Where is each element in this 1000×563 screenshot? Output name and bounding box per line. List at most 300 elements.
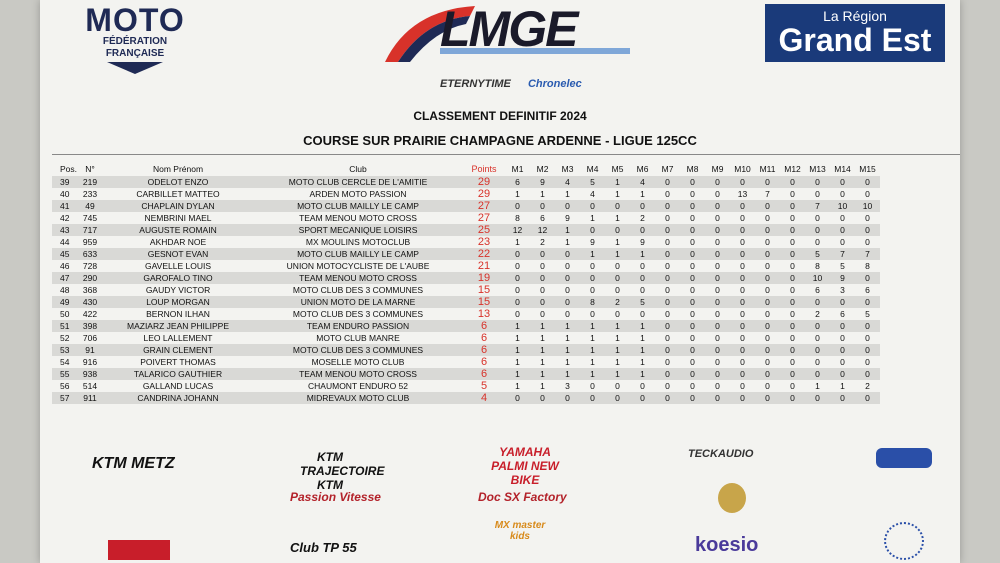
- cell-number: 938: [77, 368, 103, 380]
- cell-m5: 0: [605, 308, 630, 320]
- lmge-logo-text: LMGE: [440, 1, 577, 57]
- cell-m3: 1: [555, 332, 580, 344]
- cell-m15: 10: [855, 200, 880, 212]
- cell-m8: 0: [680, 344, 705, 356]
- cell-m13: 8: [805, 260, 830, 272]
- sponsor-jt-motors-icon: [108, 540, 170, 560]
- cell-m14: 0: [830, 368, 855, 380]
- cell-m4: 0: [580, 392, 605, 404]
- cell-m13: 0: [805, 236, 830, 248]
- col-header-m12: M12: [784, 164, 801, 174]
- cell-m8: 0: [680, 272, 705, 284]
- cell-name: LEO LALLEMENT: [103, 332, 253, 344]
- cell-points: 5: [463, 380, 505, 392]
- col-header-m3: M3: [561, 164, 574, 174]
- cell-m11: 7: [755, 188, 780, 200]
- cell-pos: 40: [52, 188, 77, 200]
- cell-m5: 0: [605, 392, 630, 404]
- cell-m10: 0: [730, 200, 755, 212]
- col-header-m15: M15: [859, 164, 876, 174]
- cell-m12: 0: [780, 332, 805, 344]
- region-grand-est-logo: [765, 4, 945, 62]
- cell-m6: 0: [630, 224, 655, 236]
- cell-m5: 1: [605, 236, 630, 248]
- cell-m3: 0: [555, 248, 580, 260]
- cell-m14: 0: [830, 212, 855, 224]
- ffm-logo-line3: FRANÇAISE: [105, 48, 165, 59]
- col-header-m5: M5: [611, 164, 624, 174]
- cell-pos: 41: [52, 200, 77, 212]
- table-row: [52, 176, 880, 188]
- cell-pos: 50: [52, 308, 77, 320]
- cell-m4: 1: [580, 212, 605, 224]
- cell-m14: 6: [830, 308, 855, 320]
- cell-m6: 0: [630, 380, 655, 392]
- cell-m4: 1: [580, 368, 605, 380]
- ffm-logo: [70, 4, 200, 74]
- cell-m1: 1: [505, 320, 530, 332]
- cell-pos: 55: [52, 368, 77, 380]
- cell-m5: 0: [605, 380, 630, 392]
- cell-pos: 42: [52, 212, 77, 224]
- cell-number: 49: [77, 200, 103, 212]
- cell-m4: 1: [580, 356, 605, 368]
- cell-m2: 0: [530, 392, 555, 404]
- cell-m7: 0: [655, 188, 680, 200]
- cell-m15: 7: [855, 248, 880, 260]
- cell-number: 422: [77, 308, 103, 320]
- cell-m3: 0: [555, 392, 580, 404]
- cell-name: GESNOT EVAN: [103, 248, 253, 260]
- cell-m13: 0: [805, 320, 830, 332]
- cell-m3: 1: [555, 320, 580, 332]
- table-row: [52, 368, 880, 380]
- cell-pos: 53: [52, 344, 77, 356]
- cell-m8: 0: [680, 176, 705, 188]
- cell-pos: 46: [52, 260, 77, 272]
- cell-name: BERNON ILHAN: [103, 308, 253, 320]
- col-header-m4: M4: [586, 164, 599, 174]
- cell-m11: 0: [755, 332, 780, 344]
- cell-m2: 0: [530, 296, 555, 308]
- cell-m13: 0: [805, 224, 830, 236]
- cell-m4: 5: [580, 176, 605, 188]
- cell-m11: 0: [755, 272, 780, 284]
- page-subtitle: COURSE SUR PRAIRIE CHAMPAGNE ARDENNE - LIGUE 125CC: [303, 133, 697, 148]
- cell-number: 916: [77, 356, 103, 368]
- cell-m6: 0: [630, 308, 655, 320]
- cell-m13: 0: [805, 332, 830, 344]
- cell-m2: 2: [530, 236, 555, 248]
- cell-m4: 1: [580, 320, 605, 332]
- cell-pos: 48: [52, 284, 77, 296]
- cell-m6: 2: [630, 212, 655, 224]
- cell-m1: 1: [505, 356, 530, 368]
- col-header-m13: M13: [809, 164, 826, 174]
- cell-m13: 0: [805, 212, 830, 224]
- sponsor-ktm-metz: KTM METZ: [92, 455, 175, 472]
- cell-m12: 0: [780, 356, 805, 368]
- cell-m14: 1: [830, 380, 855, 392]
- timing-sponsors: [440, 78, 596, 90]
- cell-club: ARDEN MOTO PASSION: [253, 188, 463, 200]
- cell-m11: 0: [755, 236, 780, 248]
- cell-club: MOTO CLUB CERCLE DE L'AMITIE: [253, 176, 463, 188]
- cell-m15: 0: [855, 356, 880, 368]
- cell-points: 15: [463, 296, 505, 308]
- cell-m14: 0: [830, 236, 855, 248]
- cell-points: 6: [463, 344, 505, 356]
- cell-pos: 56: [52, 380, 77, 392]
- cell-m5: 1: [605, 188, 630, 200]
- cell-m15: 8: [855, 260, 880, 272]
- cell-m2: 0: [530, 260, 555, 272]
- cell-m6: 0: [630, 272, 655, 284]
- cell-m14: 0: [830, 332, 855, 344]
- cell-m3: 1: [555, 188, 580, 200]
- cell-m7: 0: [655, 320, 680, 332]
- cell-m10: 0: [730, 380, 755, 392]
- cell-m4: 0: [580, 308, 605, 320]
- cell-m1: 1: [505, 380, 530, 392]
- cell-m4: 0: [580, 224, 605, 236]
- cell-m6: 1: [630, 320, 655, 332]
- table-row: [52, 248, 880, 260]
- cell-club: MOTO CLUB DES 3 COMMUNES: [253, 344, 463, 356]
- cell-m7: 0: [655, 284, 680, 296]
- cell-number: 91: [77, 344, 103, 356]
- cell-m4: 0: [580, 284, 605, 296]
- cell-m8: 0: [680, 368, 705, 380]
- cell-number: 911: [77, 392, 103, 404]
- cell-m11: 0: [755, 284, 780, 296]
- cell-club: MOTO CLUB MANRE: [253, 332, 463, 344]
- title-divider: [52, 154, 960, 155]
- cell-m11: 0: [755, 368, 780, 380]
- cell-m13: 0: [805, 368, 830, 380]
- col-header-name: Nom Prénom: [152, 164, 204, 174]
- cell-m14: 0: [830, 188, 855, 200]
- cell-club: UNION MOTOCYCLISTE DE L'AUBE: [253, 260, 463, 272]
- cell-points: 27: [463, 200, 505, 212]
- cell-m8: 0: [680, 248, 705, 260]
- cell-pos: 43: [52, 224, 77, 236]
- cell-m2: 1: [530, 356, 555, 368]
- cell-m9: 0: [705, 392, 730, 404]
- cell-m1: 0: [505, 272, 530, 284]
- cell-m4: 1: [580, 344, 605, 356]
- cell-number: 233: [77, 188, 103, 200]
- table-row: [52, 356, 880, 368]
- sponsor-crest-icon: [718, 483, 746, 513]
- table-header-row: [52, 162, 880, 176]
- cell-m11: 0: [755, 308, 780, 320]
- sponsor-blue-badge-icon: [876, 448, 932, 468]
- cell-m7: 0: [655, 308, 680, 320]
- col-header-m7: M7: [661, 164, 674, 174]
- cell-name: POIVERT THOMAS: [103, 356, 253, 368]
- cell-m15: 0: [855, 368, 880, 380]
- cell-name: MAZIARZ JEAN PHILIPPE: [103, 320, 253, 332]
- table-row: [52, 236, 880, 248]
- cell-m12: 0: [780, 188, 805, 200]
- cell-m5: 1: [605, 356, 630, 368]
- cell-m11: 0: [755, 260, 780, 272]
- cell-m12: 0: [780, 200, 805, 212]
- cell-m12: 0: [780, 260, 805, 272]
- cell-name: AKHDAR NOE: [103, 236, 253, 248]
- cell-name: TALARICO GAUTHIER: [103, 368, 253, 380]
- cell-m5: 0: [605, 272, 630, 284]
- cell-m11: 0: [755, 296, 780, 308]
- cell-m14: 0: [830, 296, 855, 308]
- cell-number: 368: [77, 284, 103, 296]
- cell-m14: 0: [830, 356, 855, 368]
- sponsor-doc-sx: Doc SX Factory: [478, 490, 567, 504]
- cell-m3: 4: [555, 176, 580, 188]
- cell-pos: 49: [52, 296, 77, 308]
- cell-m5: 1: [605, 320, 630, 332]
- cell-club: MOTO CLUB DES 3 COMMUNES: [253, 308, 463, 320]
- page-title: CLASSEMENT DEFINITIF 2024: [413, 109, 587, 123]
- sponsor-mx-master-kids: MX master kids: [494, 520, 546, 542]
- cell-m14: 3: [830, 284, 855, 296]
- cell-m1: 6: [505, 176, 530, 188]
- cell-m3: 1: [555, 344, 580, 356]
- cell-m14: 5: [830, 260, 855, 272]
- cell-points: 22: [463, 248, 505, 260]
- cell-m9: 0: [705, 272, 730, 284]
- cell-pos: 47: [52, 272, 77, 284]
- cell-points: 19: [463, 272, 505, 284]
- cell-number: 219: [77, 176, 103, 188]
- cell-m12: 0: [780, 236, 805, 248]
- cell-m13: 5: [805, 248, 830, 260]
- cell-m7: 0: [655, 224, 680, 236]
- cell-m1: 0: [505, 260, 530, 272]
- results-table: [52, 162, 880, 404]
- cell-name: GAVELLE LOUIS: [103, 260, 253, 272]
- cell-m5: 1: [605, 248, 630, 260]
- table-row: [52, 332, 880, 344]
- cell-number: 430: [77, 296, 103, 308]
- cell-m9: 0: [705, 344, 730, 356]
- cell-m7: 0: [655, 260, 680, 272]
- sponsor-ktm-trajectoire: KTM TRAJECTOIRE KTM: [300, 450, 385, 492]
- cell-club: MOTO CLUB MAILLY LE CAMP: [253, 200, 463, 212]
- region-logo-line2: Grand Est: [778, 22, 932, 58]
- cell-m2: 6: [530, 212, 555, 224]
- cell-m10: 0: [730, 392, 755, 404]
- cell-pos: 44: [52, 236, 77, 248]
- cell-m9: 0: [705, 356, 730, 368]
- cell-m2: 1: [530, 188, 555, 200]
- cell-m13: 0: [805, 392, 830, 404]
- cell-club: MIDREVAUX MOTO CLUB: [253, 392, 463, 404]
- cell-m11: 0: [755, 176, 780, 188]
- cell-m10: 0: [730, 332, 755, 344]
- cell-m1: 12: [505, 224, 530, 236]
- cell-m5: 1: [605, 176, 630, 188]
- table-row: [52, 260, 880, 272]
- table-row: [52, 308, 880, 320]
- col-header-m11: M11: [759, 164, 776, 174]
- cell-m15: 0: [855, 212, 880, 224]
- cell-m1: 1: [505, 368, 530, 380]
- cell-m3: 1: [555, 236, 580, 248]
- sponsor-koesio: koesio: [695, 534, 759, 556]
- cell-m13: 0: [805, 188, 830, 200]
- cell-number: 633: [77, 248, 103, 260]
- cell-m6: 9: [630, 236, 655, 248]
- ffm-logo-line2: FÉDÉRATION: [102, 36, 168, 47]
- cell-points: 27: [463, 212, 505, 224]
- cell-m13: 2: [805, 308, 830, 320]
- cell-m11: 0: [755, 380, 780, 392]
- cell-m15: 0: [855, 320, 880, 332]
- cell-m8: 0: [680, 392, 705, 404]
- cell-name: GRAIN CLEMENT: [103, 344, 253, 356]
- cell-m14: 10: [830, 200, 855, 212]
- cell-m5: 0: [605, 224, 630, 236]
- cell-m12: 0: [780, 224, 805, 236]
- table-row: [52, 392, 880, 404]
- cell-m15: 0: [855, 296, 880, 308]
- cell-m1: 0: [505, 200, 530, 212]
- cell-m4: 1: [580, 332, 605, 344]
- cell-m13: 7: [805, 200, 830, 212]
- cell-m2: 0: [530, 272, 555, 284]
- cell-m6: 5: [630, 296, 655, 308]
- cell-m4: 8: [580, 296, 605, 308]
- cell-points: 6: [463, 332, 505, 344]
- cell-points: 29: [463, 176, 505, 188]
- col-header-m2: M2: [536, 164, 549, 174]
- cell-m8: 0: [680, 284, 705, 296]
- cell-m14: 0: [830, 344, 855, 356]
- cell-club: TEAM MENOU MOTO CROSS: [253, 272, 463, 284]
- cell-m8: 0: [680, 200, 705, 212]
- cell-m7: 0: [655, 248, 680, 260]
- cell-m10: 0: [730, 236, 755, 248]
- cell-club: MOSELLE MOTO CLUB: [253, 356, 463, 368]
- cell-m10: 0: [730, 284, 755, 296]
- cell-m2: 1: [530, 368, 555, 380]
- cell-number: 717: [77, 224, 103, 236]
- cell-m10: 0: [730, 296, 755, 308]
- cell-m9: 0: [705, 320, 730, 332]
- cell-m3: 0: [555, 296, 580, 308]
- cell-m11: 0: [755, 200, 780, 212]
- cell-m14: 0: [830, 224, 855, 236]
- cell-m5: 2: [605, 296, 630, 308]
- col-header-m6: M6: [636, 164, 649, 174]
- cell-m15: 5: [855, 308, 880, 320]
- cell-m15: 0: [855, 188, 880, 200]
- cell-m10: 0: [730, 368, 755, 380]
- cell-m14: 0: [830, 176, 855, 188]
- cell-m8: 0: [680, 188, 705, 200]
- cell-m8: 0: [680, 320, 705, 332]
- cell-m15: 0: [855, 344, 880, 356]
- cell-m11: 0: [755, 320, 780, 332]
- cell-m9: 0: [705, 380, 730, 392]
- col-header-pos: Pos.: [60, 164, 78, 174]
- cell-m1: 0: [505, 284, 530, 296]
- cell-number: 398: [77, 320, 103, 332]
- cell-m6: 1: [630, 356, 655, 368]
- cell-m7: 0: [655, 344, 680, 356]
- table-row: [52, 344, 880, 356]
- cell-name: CARBILLET MATTEO: [103, 188, 253, 200]
- cell-m11: 0: [755, 356, 780, 368]
- cell-pos: 57: [52, 392, 77, 404]
- region-logo-line1: La Région: [823, 8, 887, 24]
- cell-m11: 0: [755, 392, 780, 404]
- cell-m6: 1: [630, 332, 655, 344]
- cell-m12: 0: [780, 212, 805, 224]
- cell-m4: 0: [580, 380, 605, 392]
- cell-m15: 0: [855, 272, 880, 284]
- cell-m4: 0: [580, 272, 605, 284]
- cell-m2: 9: [530, 176, 555, 188]
- cell-m10: 0: [730, 224, 755, 236]
- cell-m2: 0: [530, 248, 555, 260]
- cell-m2: 1: [530, 344, 555, 356]
- results-body: [52, 176, 880, 404]
- col-header-number: N°: [85, 164, 95, 174]
- cell-m15: 2: [855, 380, 880, 392]
- cell-m8: 0: [680, 380, 705, 392]
- cell-m11: 0: [755, 224, 780, 236]
- cell-m2: 12: [530, 224, 555, 236]
- eternytime-logo: ETERNYTIME: [440, 78, 511, 90]
- cell-m8: 0: [680, 308, 705, 320]
- cell-m13: 10: [805, 272, 830, 284]
- cell-m5: 0: [605, 200, 630, 212]
- col-header-m10: M10: [734, 164, 751, 174]
- col-header-points: Points: [471, 164, 497, 174]
- cell-m12: 0: [780, 284, 805, 296]
- cell-m7: 0: [655, 200, 680, 212]
- cell-m12: 0: [780, 368, 805, 380]
- cell-points: 13: [463, 308, 505, 320]
- cell-points: 6: [463, 356, 505, 368]
- cell-m7: 0: [655, 212, 680, 224]
- cell-name: GAROFALO TINO: [103, 272, 253, 284]
- cell-m1: 0: [505, 296, 530, 308]
- cell-m2: 0: [530, 284, 555, 296]
- cell-m5: 0: [605, 284, 630, 296]
- cell-m9: 0: [705, 224, 730, 236]
- cell-m7: 0: [655, 176, 680, 188]
- table-row: [52, 284, 880, 296]
- col-header-m9: M9: [711, 164, 724, 174]
- cell-m1: 0: [505, 248, 530, 260]
- cell-m4: 0: [580, 200, 605, 212]
- cell-m12: 0: [780, 308, 805, 320]
- cell-name: GALLAND LUCAS: [103, 380, 253, 392]
- cell-m10: 0: [730, 272, 755, 284]
- cell-m12: 0: [780, 320, 805, 332]
- cell-m14: 9: [830, 272, 855, 284]
- cell-pos: 54: [52, 356, 77, 368]
- cell-points: 25: [463, 224, 505, 236]
- sponsor-yamaha: YAMAHA PALMI NEW BIKE: [491, 445, 559, 487]
- cell-club: MOTO CLUB DES 3 COMMUNES: [253, 284, 463, 296]
- table-row: [52, 224, 880, 236]
- cell-m8: 0: [680, 356, 705, 368]
